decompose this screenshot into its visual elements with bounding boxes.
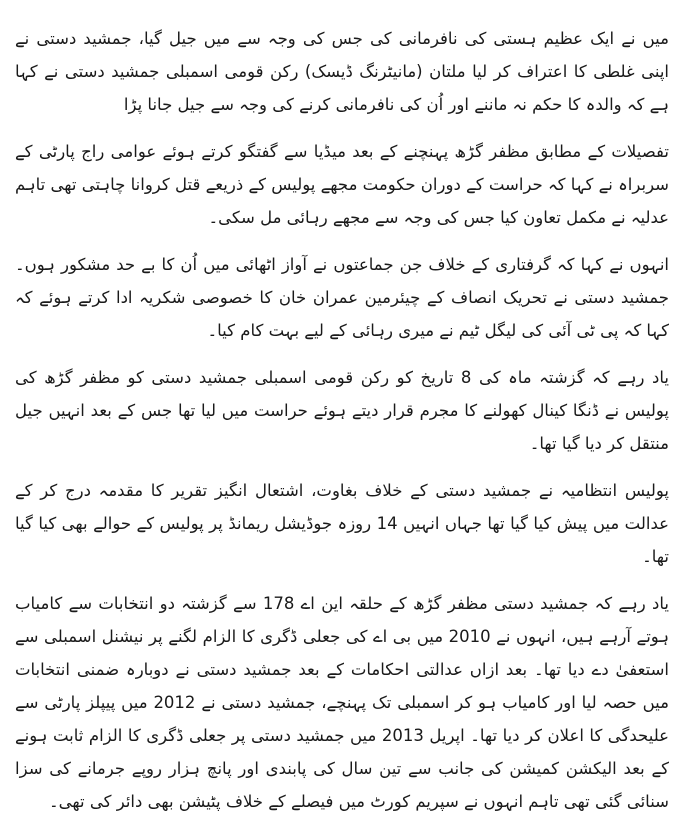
paragraph-gratitude: انہوں نے کہا کہ گرفتاری کے خلاف جن جماعتوں نے آواز اٹھائی میں اُن کا بے حد مشکور ہوں۔ جمشید دستی نے تحریک انصاف کے چیئرمین عمران خان کا خصوصی شکریہ ادا کرتے ہوئے کہ کہا کہ پی ٹی آئی کی لیگل ٹیم نے میری رہائی کے لیے بہت کام کیا۔ (15, 255, 669, 340)
article-body (15, 0, 669, 818)
paragraph-background: یاد رہے کہ جمشید دستی مظفر گڑھ کے حلقہ این اے 178 سے گزشتہ دو انتخابات سے کامیاب ہوتے آرہے ہیں، انہوں نے 2010 میں بی اے کی جعلی ڈگری کا الزام لگنے پر نیشنل اسمبلی سے استعفیٰ دے دیا تھا۔ بعد ازاں عدالتی احکامات کے بعد جمشید دستی نے دوبارہ ضمنی انتخابات میں حصہ لیا اور کامیاب ہو کر اسمبلی تک پہنچے، جمشید دستی نے 2012 میں پیپلز پارٹی سے علیحدگی کا اعلان کر دیا تھا۔ اپریل 2013 میں جمشید دستی پر جعلی ڈگری کا الزام ثابت ہونے کے بعد الیکشن کمیشن کی جانب سے تین سال کی پابندی اور پانچ ہزار روپے جرمانے کی سزا سنائی گئی تھی تاہم انہوں نے سپریم کورٹ میں فیصلے کے خلاف پٹیشن بھی دائر کی تھی۔ (15, 594, 669, 811)
paragraph-details: تفصیلات کے مطابق مظفر گڑھ پہنچنے کے بعد میڈیا سے گفتگو کرتے ہوئے عوامی راج پارٹی کے سربراہ نے کہا کہ حراست کے دوران حکومت مجھے پولیس کے ذریعے قتل کروانا چاہتی تھی تاہم عدلیہ نے مکمل تعاون کیا جس کی وجہ سے مجھے رہائی مل سکی۔ (15, 142, 669, 227)
paragraph-intro: میں نے ایک عظیم ہستی کی نافرمانی کی جس کی وجہ سے میں جیل گیا، جمشید دستی نے اپنی غلطی کا اعتراف کر لیا ملتان (مانیٹرنگ ڈیسک) رکن قومی اسمبلی جمشید دستی نے کہا ہے کہ والدہ کا حکم نہ ماننے اور اُن کی نافرمانی کرنے کی وجہ سے جیل جانا پڑا (15, 29, 669, 114)
paragraph-arrest: یاد رہے کہ گزشتہ ماہ کی 8 تاریخ کو رکن قومی اسمبلی جمشید دستی کو مظفر گڑھ کی پولیس نے ڈنگا کینال کھولنے کا مجرم قرار دیتے ہوئے حراست میں لیا تھا جس کے بعد انہیں جیل منتقل کر دیا گیا تھا۔ (15, 368, 669, 453)
paragraph-case: پولیس انتظامیہ نے جمشید دستی کے خلاف بغاوت، اشتعال انگیز تقریر کا مقدمہ درج کر کے عدالت میں پیش کیا گیا تھا جہاں انہیں 14 روزہ جوڈیشل ریمانڈ پر پولیس کے حوالے بھی کیا گیا تھا۔ (15, 481, 669, 566)
